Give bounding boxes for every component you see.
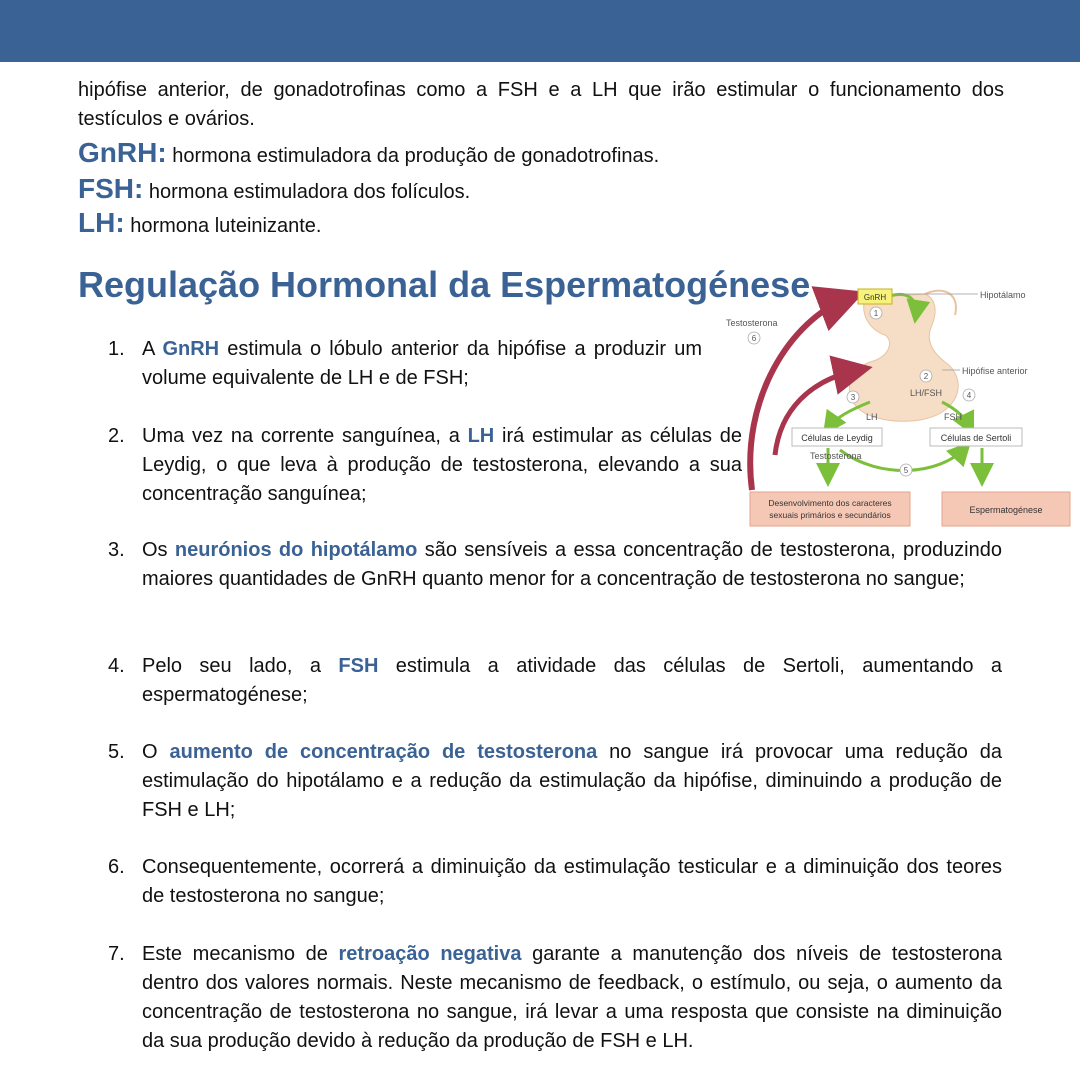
definition-term: LH:	[78, 207, 125, 238]
step-1	[870, 307, 882, 319]
lh-label: LH	[866, 412, 878, 422]
definition-desc: hormona luteinizante.	[124, 215, 322, 237]
svg-text:1: 1	[873, 309, 879, 318]
leydig-label: Células de Leydig	[801, 433, 873, 443]
highlight-term: retroação negativa	[338, 943, 522, 965]
list-number: 2.	[108, 425, 125, 447]
highlight-term: neurónios do hipotálamo	[174, 539, 418, 561]
step-5	[900, 464, 912, 476]
gnrh-label: GnRH	[863, 293, 887, 302]
step-4	[963, 389, 975, 401]
list-text: Uma vez na corrente sanguínea, a LH irá estimular as células de Leydig, o que leva à produção de testosterona, elevando a sua concentração sanguínea;	[142, 425, 742, 505]
list-text: Os neurónios do hipotálamo são sensíveis a essa concentração de testosterona, produzindo maiores quantidades de GnRH quanto menor for a concentração de testosterona no sangue;	[142, 539, 1002, 590]
testosterone-mid-label: Testosterona	[810, 451, 862, 461]
section-heading: Regulação Hormonal da Espermatogénese	[78, 264, 811, 305]
svg-text:4: 4	[966, 391, 972, 400]
definition-fsh	[78, 174, 470, 207]
sertoli-label: Células de Sertoli	[940, 433, 1012, 443]
header-bar	[0, 0, 1080, 62]
list-text: Consequentemente, ocorrerá a diminuição da estimulação testicular e a diminuição dos teores de testosterona no sangue;	[142, 856, 1002, 907]
step-2	[920, 370, 932, 382]
lh-arrow	[828, 402, 870, 428]
hypothalamus-label: Hipotálamo	[980, 290, 1026, 300]
definition-desc: hormona estimuladora dos folículos.	[143, 181, 471, 203]
list-text: Este mecanismo de retroação negativa garante a manutenção dos níveis de testosterona dentro dos valores normais. Neste mecanismo de feedback, o estímulo, ou seja, o aumento da concentração de testosterona no sangue, irá levar a uma resposta que consiste na diminuição da sua produção devido à redução da produção de FSH e LH.	[142, 943, 1002, 1052]
hormonal-regulation-diagram	[720, 280, 1080, 535]
list-number: 5.	[108, 741, 125, 763]
pituitary-label: Hipófise anterior	[962, 366, 1028, 376]
svg-text:6: 6	[751, 334, 757, 343]
spermatogenesis-label: Espermatogénese	[969, 505, 1043, 515]
fsh-label: FSH	[944, 412, 962, 422]
list-text: O aumento de concentração de testosterona no sangue irá provocar uma redução da estimulação do hipotálamo e a redução da estimulação da hipófise, diminuindo a produção de FSH e LH;	[142, 741, 1002, 821]
list-number: 3.	[108, 539, 125, 561]
list-text: A GnRH estimula o lóbulo anterior da hipófise a produzir um volume equivalente de LH e de FSH;	[142, 338, 703, 389]
development-label-1: Desenvolvimento dos caracteres	[768, 498, 892, 508]
step-6	[748, 332, 760, 344]
svg-text:3: 3	[850, 393, 856, 402]
lh-fsh-label: LH/FSH	[910, 388, 943, 398]
testosterone-top-label: Testosterona	[726, 318, 778, 328]
definition-lh	[78, 208, 321, 241]
list-text: Pelo seu lado, a FSH estimula a atividade das células de Sertoli, aumentando a espermatogénese;	[142, 655, 1002, 706]
svg-text:5: 5	[903, 466, 909, 475]
intro-paragraph: hipófise anterior, de gonadotrofinas como a FSH e a LH que irão estimular o funcionamento dos testículos e ovários.	[78, 79, 1004, 130]
development-label-2: sexuais primários e secundários	[769, 510, 891, 520]
definition-gnrh	[78, 138, 659, 171]
svg-text:2: 2	[923, 372, 929, 381]
step-3	[847, 391, 859, 403]
definition-desc: hormona estimuladora da produção de gonadotrofinas.	[166, 145, 660, 167]
highlight-term: LH	[467, 425, 495, 447]
highlight-term: GnRH	[162, 338, 220, 360]
list-number: 6.	[108, 856, 125, 878]
highlight-term: aumento de concentração de testosterona	[169, 741, 598, 763]
list-number: 4.	[108, 655, 125, 677]
definition-term: GnRH:	[78, 137, 167, 168]
list-number: 7.	[108, 943, 125, 965]
highlight-term: FSH	[338, 655, 379, 677]
list-number: 1.	[108, 338, 125, 360]
definition-term: FSH:	[78, 173, 144, 204]
